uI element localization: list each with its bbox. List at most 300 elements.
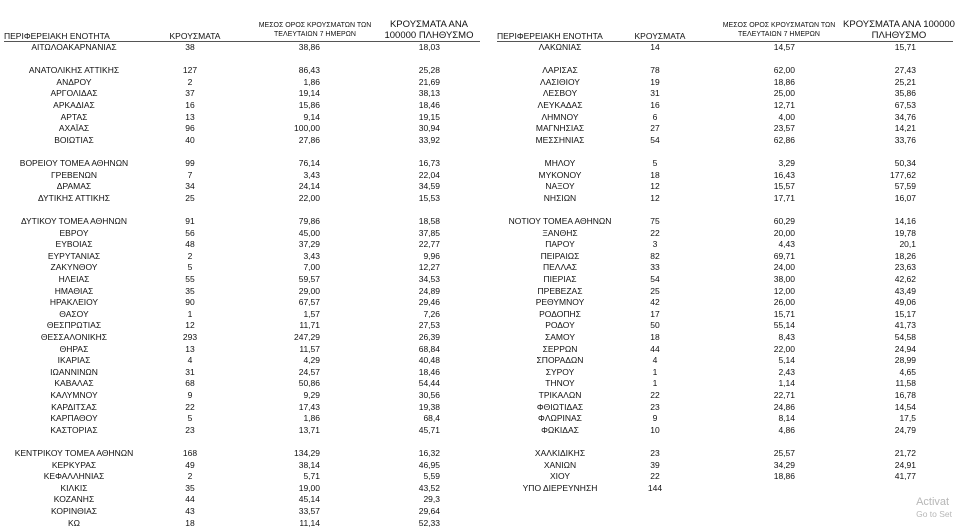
cell-per100k: 22,77: [418, 239, 440, 250]
cell-cases: 33: [650, 262, 660, 273]
cell-region: ΑΡΤΑΣ: [60, 111, 88, 122]
cell-avg: 2,43: [778, 366, 795, 377]
table-row: [0, 344, 960, 355]
cell-region: ΠΕΛΛΑΣ: [542, 262, 578, 273]
cell-per100k: 24,94: [894, 343, 916, 354]
cell-per100k: 25,21: [894, 76, 916, 87]
cell-region: ΑΝΑΤΟΛΙΚΗΣ ΑΤΤΙΚΗΣ: [28, 65, 120, 76]
cell-cases: 5: [187, 413, 193, 424]
cell-cases: 39: [650, 459, 660, 470]
table-row: [0, 355, 960, 366]
cell-region: ΣΕΡΡΩΝ: [542, 343, 578, 354]
cell-region: ΘΗΡΑΣ: [59, 343, 89, 354]
cell-region: ΚΑΡΠΑΘΟΥ: [50, 413, 98, 424]
table-row: [0, 158, 960, 169]
cell-cases: 168: [182, 448, 198, 458]
cell-region: ΜΕΣΣΗΝΙΑΣ: [535, 134, 585, 145]
cell-per100k: 15,17: [894, 308, 916, 319]
cell-region: ΚΑΣΤΟΡΙΑΣ: [50, 424, 98, 435]
cell-avg: 38,14: [298, 459, 320, 470]
cell-avg: 25,57: [773, 448, 795, 458]
cell-avg: 38,86: [298, 42, 320, 52]
cell-cases: 13: [185, 111, 195, 122]
cell-avg: 24,86: [773, 401, 795, 412]
cell-cases: 35: [185, 285, 195, 296]
cell-per100k: 16,78: [894, 390, 916, 400]
cell-region: ΥΠΟ ΔΙΕΡΕΥΝΗΣΗ: [522, 482, 598, 493]
cell-region: ΝΗΣΙΩΝ: [543, 192, 577, 203]
cell-avg: 12,00: [773, 285, 795, 296]
cell-avg: 134,29: [294, 448, 320, 458]
cell-avg: 27,86: [298, 134, 320, 145]
cell-region: ΣΑΜΟΥ: [544, 332, 575, 342]
cell-avg: 86,43: [298, 65, 320, 76]
cell-region: ΒΟΙΩΤΙΑΣ: [54, 134, 94, 145]
cell-cases: 144: [647, 482, 663, 493]
cell-cases: 44: [185, 494, 195, 505]
cell-per100k: 16,07: [894, 192, 916, 203]
cell-per100k: 41,73: [894, 320, 916, 331]
cell-region: ΙΚΑΡΙΑΣ: [57, 355, 91, 366]
cell-region: ΜΥΚΟΝΟΥ: [538, 169, 582, 180]
cell-avg: 62,00: [773, 65, 795, 76]
cell-per100k: 40,48: [418, 355, 440, 366]
cell-cases: 50: [650, 320, 660, 331]
cell-per100k: 18,03: [418, 42, 440, 52]
cell-avg: 15,86: [298, 100, 320, 110]
cell-cases: 90: [185, 297, 195, 308]
cell-avg: 17,43: [298, 401, 320, 412]
cell-avg: 11,14: [299, 517, 320, 528]
cell-per100k: 11,58: [895, 378, 916, 389]
cell-cases: 5: [187, 262, 193, 273]
cell-per100k: 4,65: [899, 366, 916, 377]
header-avg-right: ΜΕΣΟΣ ΟΡΟΣ ΚΡΟΥΣΜΑΤΩΝ ΤΩΝ ΤΕΛΕΥΤΑΙΩΝ 7 ΗΜΕΡΩΝ: [722, 22, 836, 38]
cell-avg: 13,71: [298, 424, 320, 435]
cell-region: ΛΕΥΚΑΔΑΣ: [537, 100, 583, 110]
cell-cases: 12: [650, 181, 660, 192]
header-cases-left: ΚΡΟΥΣΜΑΤΑ: [169, 31, 221, 41]
cell-per100k: 16,32: [418, 448, 440, 458]
cell-per100k: 18,26: [894, 250, 916, 261]
cell-cases: 38: [185, 42, 195, 52]
table-row: [0, 54, 960, 65]
cell-region: ΞΑΝΘΗΣ: [542, 227, 578, 238]
cell-avg: 19,14: [298, 88, 320, 99]
table-row: [0, 378, 960, 389]
cell-avg: 67,57: [298, 297, 320, 308]
cell-avg: 15,57: [773, 181, 795, 192]
table-row: [0, 228, 960, 239]
cell-cases: 23: [650, 448, 660, 458]
cell-cases: 44: [650, 343, 660, 354]
table-row: [0, 448, 960, 459]
cell-cases: 75: [650, 216, 660, 226]
header-avg-left: ΜΕΣΟΣ ΟΡΟΣ ΚΡΟΥΣΜΑΤΩΝ ΤΩΝ ΤΕΛΕΥΤΑΙΩΝ 7 ΗΜΕΡΩΝ: [258, 22, 372, 38]
table-row: [0, 100, 960, 111]
cell-per100k: 43,49: [894, 285, 916, 296]
table-row: [0, 494, 960, 505]
cell-per100k: 25,28: [418, 65, 440, 76]
cell-per100k: 18,46: [418, 100, 440, 110]
table-row: [0, 42, 960, 53]
cell-region: ΔΥΤΙΚΗΣ ΑΤΤΙΚΗΣ: [37, 192, 111, 203]
cell-avg: 3,43: [303, 250, 320, 261]
cell-avg: 38,00: [773, 274, 795, 284]
cell-region: ΕΥΡΥΤΑΝΙΑΣ: [47, 250, 101, 261]
cell-cases: 99: [185, 158, 195, 168]
cell-cases: 23: [650, 401, 660, 412]
cell-cases: 96: [185, 123, 195, 134]
cell-avg: 24,14: [298, 181, 320, 192]
cell-cases: 4: [187, 355, 193, 366]
table-row: [0, 77, 960, 88]
cell-cases: 82: [650, 250, 660, 261]
cell-avg: 22,00: [298, 192, 320, 203]
cell-avg: 22,71: [773, 390, 795, 400]
table-row: [0, 402, 960, 413]
cell-cases: 16: [650, 100, 660, 110]
cell-region: ΠΕΙΡΑΙΩΣ: [540, 250, 580, 261]
cell-per100k: 26,39: [418, 332, 440, 342]
cell-per100k: 43,52: [418, 482, 440, 493]
cell-region: ΚΑΛΥΜΝΟΥ: [50, 390, 98, 400]
cell-region: ΚΕΝΤΡΙΚΟΥ ΤΟΜΕΑ ΑΘΗΝΩΝ: [14, 448, 134, 458]
cell-region: ΘΕΣΠΡΩΤΙΑΣ: [46, 320, 102, 331]
cell-region: ΛΕΣΒΟΥ: [542, 88, 578, 99]
cell-per100k: 33,92: [418, 134, 440, 145]
cell-cases: 31: [650, 88, 660, 99]
cell-per100k: 21,72: [894, 448, 916, 458]
cell-cases: 22: [650, 471, 660, 482]
table-row: [0, 390, 960, 401]
cell-region: ΘΕΣΣΑΛΟΝΙΚΗΣ: [40, 332, 108, 342]
cell-cases: 34: [185, 181, 195, 192]
cell-cases: 12: [650, 192, 660, 203]
cell-region: ΧΑΛΚΙΔΙΚΗΣ: [534, 448, 586, 458]
cell-region: ΚΑΒΑΛΑΣ: [54, 378, 94, 389]
cell-avg: 11,57: [299, 343, 320, 354]
cell-region: ΔΡΑΜΑΣ: [56, 181, 92, 192]
cell-region: ΙΩΑΝΝΙΝΩΝ: [50, 366, 98, 377]
cell-cases: 17: [650, 308, 660, 319]
cell-region: ΜΗΛΟΥ: [544, 158, 576, 168]
cell-per100k: 38,13: [418, 88, 440, 99]
cell-cases: 56: [185, 227, 195, 238]
table-row: [0, 135, 960, 146]
cell-per100k: 24,91: [894, 459, 916, 470]
cell-region: ΑΡΓΟΛΙΔΑΣ: [50, 88, 98, 99]
cell-region: ΦΛΩΡΙΝΑΣ: [538, 413, 582, 424]
cell-per100k: 15,71: [894, 42, 916, 52]
cell-per100k: 19,38: [418, 401, 440, 412]
cell-region: ΚΟΡΙΝΘΙΑΣ: [50, 506, 98, 516]
cell-region: ΝΟΤΙΟΥ ΤΟΜΕΑ ΑΘΗΝΩΝ: [508, 216, 612, 226]
cell-cases: 25: [185, 192, 195, 203]
cell-region: ΛΑΡΙΣΑΣ: [542, 65, 578, 76]
cell-cases: 78: [650, 65, 660, 76]
cell-region: ΑΝΔΡΟΥ: [56, 76, 92, 87]
table-row: [0, 332, 960, 343]
cell-region: ΚΕΡΚΥΡΑΣ: [51, 459, 97, 470]
cell-cases: 2: [187, 250, 193, 261]
cell-region: ΛΑΚΩΝΙΑΣ: [538, 42, 582, 52]
cell-cases: 9: [652, 413, 658, 424]
cell-per100k: 177,62: [890, 169, 916, 180]
table-row: [0, 181, 960, 192]
cell-region: ΑΙΤΩΛΟΑΚΑΡΝΑΝΙΑΣ: [31, 42, 117, 52]
cell-avg: 20,00: [773, 227, 795, 238]
cell-avg: 100,00: [294, 123, 320, 134]
cell-avg: 25,00: [773, 88, 795, 99]
cell-cases: 9: [187, 390, 193, 400]
cell-per100k: 29,46: [418, 297, 440, 308]
cell-cases: 3: [652, 239, 658, 250]
cell-per100k: 14,16: [894, 216, 916, 226]
watermark-line-2: Go to Set: [916, 509, 952, 519]
cell-cases: 4: [652, 355, 658, 366]
cell-cases: 5: [652, 158, 658, 168]
cell-avg: 18,86: [773, 471, 795, 482]
cell-per100k: 18,58: [418, 216, 440, 226]
cell-region: ΤΡΙΚΑΛΩΝ: [538, 390, 582, 400]
cell-avg: 247,29: [294, 332, 320, 342]
cell-cases: 22: [185, 401, 195, 412]
cell-avg: 29,00: [298, 285, 320, 296]
cell-cases: 37: [185, 88, 195, 99]
cell-cases: 2: [187, 76, 193, 87]
cell-avg: 9,14: [303, 111, 320, 122]
cell-cases: 18: [185, 517, 195, 528]
cell-region: ΓΡΕΒΕΝΩΝ: [51, 169, 97, 180]
cell-cases: 25: [650, 285, 660, 296]
cell-per100k: 57,59: [894, 181, 916, 192]
table-row: [0, 483, 960, 494]
cell-per100k: 27,53: [418, 320, 440, 331]
cell-per100k: 20,1: [899, 239, 916, 250]
cell-region: ΚΟΖΑΝΗΣ: [53, 494, 95, 505]
cell-per100k: 37,85: [418, 227, 440, 238]
cell-avg: 1,57: [303, 308, 320, 319]
cell-per100k: 12,27: [418, 262, 440, 273]
cell-per100k: 5,59: [423, 471, 440, 482]
cell-cases: 293: [182, 332, 198, 342]
cell-cases: 22: [650, 390, 660, 400]
cell-avg: 24,00: [773, 262, 795, 273]
cell-cases: 54: [650, 274, 660, 284]
cell-per100k: 23,63: [894, 262, 916, 273]
table-row: [0, 286, 960, 297]
cell-cases: 7: [187, 169, 193, 180]
cell-region: ΠΑΡΟΥ: [545, 239, 575, 250]
cell-per100k: 33,76: [894, 134, 916, 145]
cell-cases: 42: [650, 297, 660, 308]
cell-cases: 49: [185, 459, 195, 470]
cell-cases: 22: [650, 227, 660, 238]
cell-avg: 17,71: [773, 192, 795, 203]
cell-cases: 43: [185, 506, 195, 516]
cell-region: ΠΙΕΡΙΑΣ: [543, 274, 577, 284]
cell-per100k: 29,3: [423, 494, 440, 505]
cell-region: ΚΑΡΔΙΤΣΑΣ: [51, 401, 97, 412]
cell-cases: 54: [650, 134, 660, 145]
cell-region: ΚΩ: [67, 517, 81, 528]
cell-per100k: 14,21: [894, 123, 916, 134]
cell-avg: 1,86: [303, 76, 320, 87]
cell-avg: 60,29: [773, 216, 795, 226]
cell-per100k: 52,33: [418, 517, 440, 528]
cell-cases: 1: [652, 378, 658, 389]
table-row: [0, 297, 960, 308]
cell-region: ΛΗΜΝΟΥ: [541, 111, 579, 122]
table-row: [0, 251, 960, 262]
table-row: [0, 170, 960, 181]
cell-avg: 11,71: [299, 320, 320, 331]
cell-avg: 16,43: [773, 169, 795, 180]
cell-cases: 127: [182, 65, 198, 76]
table-row: [0, 425, 960, 436]
table-row: [0, 436, 960, 447]
cell-per100k: 68,4: [423, 413, 440, 424]
cell-per100k: 17,5: [899, 413, 916, 424]
cell-cases: 12: [185, 320, 195, 331]
cell-avg: 5,14: [778, 355, 795, 366]
cell-region: ΤΗΝΟΥ: [545, 378, 575, 389]
cell-region: ΖΑΚΥΝΘΟΥ: [50, 262, 98, 273]
cell-per100k: 21,69: [418, 76, 440, 87]
table-row: [0, 413, 960, 424]
cell-region: ΑΡΚΑΔΙΑΣ: [53, 100, 95, 110]
cell-region: ΝΑΞΟΥ: [545, 181, 575, 192]
table-row: [0, 518, 960, 529]
cell-region: ΒΟΡΕΙΟΥ ΤΟΜΕΑ ΑΘΗΝΩΝ: [19, 158, 129, 168]
cell-avg: 14,57: [773, 42, 795, 52]
table-row: [0, 123, 960, 134]
table-row: [0, 367, 960, 378]
watermark-line-1: Activat: [916, 496, 950, 508]
cell-avg: 37,29: [298, 239, 320, 250]
cell-cases: 2: [187, 471, 193, 482]
cell-per100k: 67,53: [894, 100, 916, 110]
table-row: [0, 262, 960, 273]
cell-per100k: 29,64: [418, 506, 440, 516]
cell-region: ΜΑΓΝΗΣΙΑΣ: [535, 123, 585, 134]
cell-cases: 27: [650, 123, 660, 134]
table-row: [0, 88, 960, 99]
activation-watermark: [916, 496, 952, 520]
cell-region: ΠΡΕΒΕΖΑΣ: [537, 285, 583, 296]
cell-per100k: 24,89: [418, 285, 440, 296]
cell-avg: 4,86: [778, 424, 795, 435]
cell-region: ΘΑΣΟΥ: [59, 308, 89, 319]
cell-avg: 1,14: [778, 378, 795, 389]
cell-per100k: 49,06: [894, 297, 916, 308]
cell-per100k: 18,46: [418, 366, 440, 377]
cell-avg: 50,86: [298, 378, 320, 389]
cell-per100k: 28,99: [894, 355, 916, 366]
cell-cases: 35: [185, 482, 195, 493]
cell-per100k: 24,79: [894, 424, 916, 435]
cell-avg: 45,14: [298, 494, 320, 505]
cell-region: ΧΑΝΙΩΝ: [543, 459, 577, 470]
cell-region: ΦΘΙΩΤΙΔΑΣ: [536, 401, 584, 412]
cell-avg: 69,71: [773, 250, 795, 261]
cell-region: ΗΛΕΙΑΣ: [58, 274, 90, 284]
cell-region: ΣΠΟΡΑΔΩΝ: [536, 355, 584, 366]
table-row: [0, 239, 960, 250]
cell-cases: 19: [650, 76, 660, 87]
table-row: [0, 309, 960, 320]
cell-per100k: 34,76: [894, 111, 916, 122]
cell-avg: 4,29: [303, 355, 320, 366]
cell-region: ΚΙΛΚΙΣ: [60, 482, 88, 493]
cell-per100k: 16,73: [418, 158, 440, 168]
header-per100k-left: ΚΡΟΥΣΜΑΤΑ ΑΝΑ 100000 ΠΛΗΘΥΣΜΟ: [384, 19, 474, 41]
cell-cases: 14: [650, 42, 660, 52]
cell-avg: 18,86: [773, 76, 795, 87]
cell-region: ΧΙΟΥ: [549, 471, 571, 482]
table-row: [0, 471, 960, 482]
cell-region: ΡΟΔΟΥ: [545, 320, 575, 331]
table-row: [0, 274, 960, 285]
cell-avg: 55,14: [773, 320, 795, 331]
cell-region: ΗΡΑΚΛΕΙΟΥ: [49, 297, 99, 308]
cell-per100k: 34,59: [418, 181, 440, 192]
cell-per100k: 42,62: [894, 274, 916, 284]
cell-per100k: 54,44: [418, 378, 440, 389]
cell-avg: 76,14: [298, 158, 320, 168]
table-row: [0, 146, 960, 157]
cell-avg: 59,57: [298, 274, 320, 284]
table-row: [0, 216, 960, 227]
cell-per100k: 19,78: [894, 227, 916, 238]
table-row: [0, 112, 960, 123]
table-row: [0, 460, 960, 471]
cell-region: ΑΧΑΪΑΣ: [58, 123, 90, 134]
cell-per100k: 30,94: [418, 123, 440, 134]
cell-cases: 31: [185, 366, 195, 377]
cell-cases: 55: [185, 274, 195, 284]
cell-per100k: 68,84: [418, 343, 440, 354]
cell-per100k: 27,43: [894, 65, 916, 76]
header-region-left: ΠΕΡΙΦΕΡΕΙΑΚΗ ΕΝΟΤΗΤΑ: [4, 31, 110, 41]
cell-avg: 8,14: [778, 413, 795, 424]
cell-avg: 5,71: [303, 471, 320, 482]
table-row: [0, 193, 960, 204]
cell-cases: 18: [650, 169, 660, 180]
cell-per100k: 19,15: [418, 111, 440, 122]
cell-cases: 6: [652, 111, 658, 122]
cell-avg: 4,00: [778, 111, 795, 122]
cell-per100k: 30,56: [418, 390, 440, 400]
cell-cases: 23: [185, 424, 195, 435]
header-cases-right: ΚΡΟΥΣΜΑΤΑ: [634, 31, 686, 41]
cell-avg: 3,29: [778, 158, 795, 168]
cell-avg: 33,57: [298, 506, 320, 516]
cell-per100k: 14,54: [894, 401, 916, 412]
cell-cases: 40: [185, 134, 195, 145]
table-row: [0, 65, 960, 76]
header-region-right: ΠΕΡΙΦΕΡΕΙΑΚΗ ΕΝΟΤΗΤΑ: [497, 31, 603, 41]
cell-cases: 10: [650, 424, 660, 435]
cell-cases: 68: [185, 378, 195, 389]
cell-per100k: 45,71: [418, 424, 440, 435]
cell-avg: 24,57: [298, 366, 320, 377]
cell-cases: 1: [652, 366, 658, 377]
cell-avg: 8,43: [778, 332, 795, 342]
cell-avg: 26,00: [773, 297, 795, 308]
cell-avg: 1,86: [303, 413, 320, 424]
